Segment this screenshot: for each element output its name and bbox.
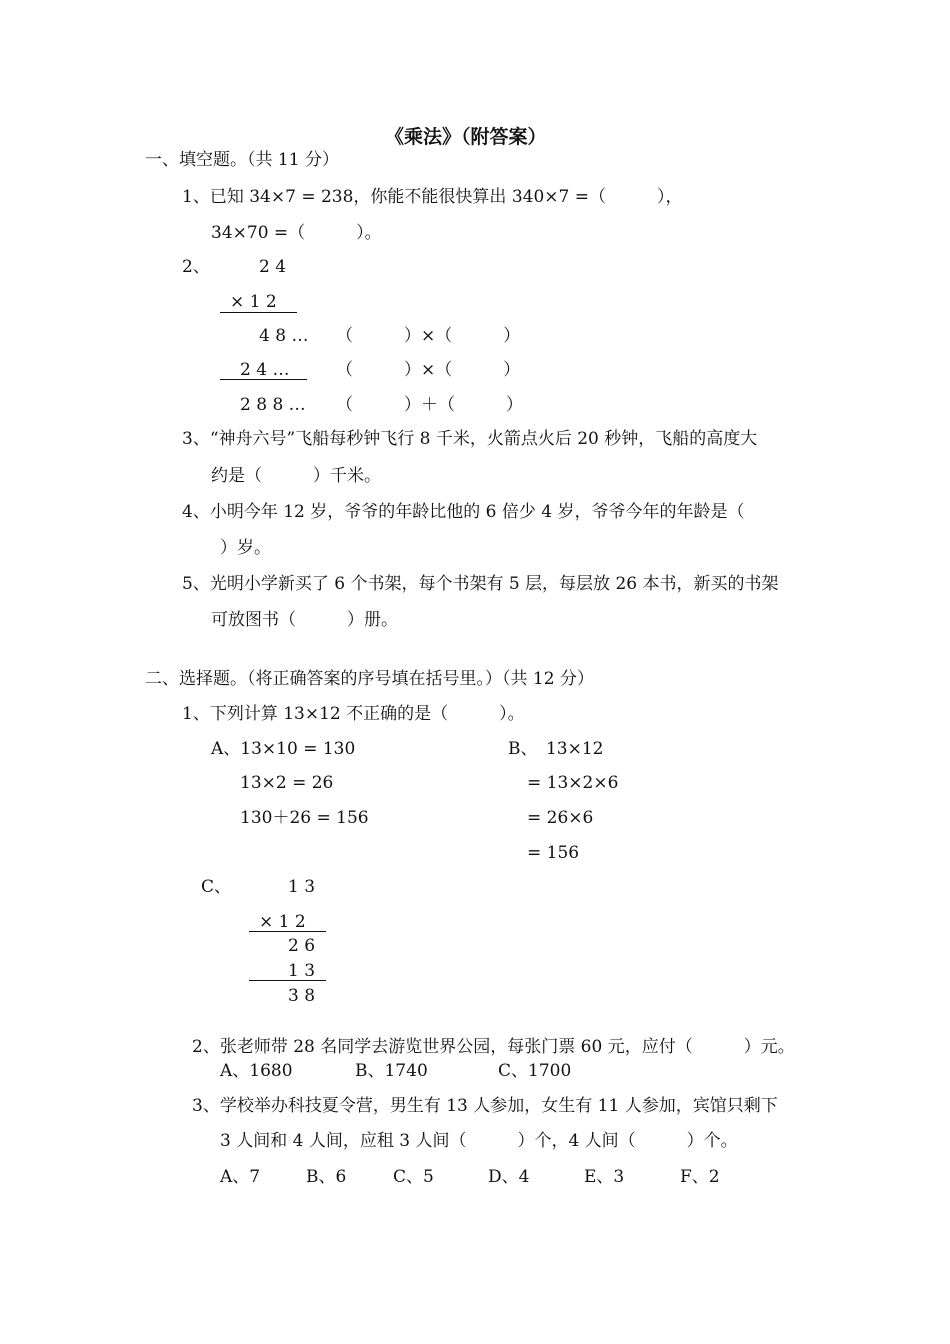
page-title: 《乘法》（附答案） [385,126,547,148]
s2-q1-optionA-line1: A、13×10 = 130 [211,739,356,759]
s1-q2-partial2-blank: （ ）×（ ） [336,360,521,380]
s1-q1-line2: 34×70 =（ ）。 [211,223,382,243]
s1-q2-partial1: 4 8 … [259,326,309,346]
s2-q2-option-c: C、1700 [498,1061,572,1081]
s2-q1-optionA-line3: 130＋26 = 156 [240,808,369,828]
s1-q2-rule2 [220,379,307,380]
s2-q1-optionB-line2: = 13×2×6 [527,773,619,793]
s2-q1-optionC-rule2 [249,980,326,981]
s1-q4-line2: ）岁。 [220,538,271,558]
s1-q5-line2: 可放图书（ ）册。 [211,610,398,630]
s1-q2-result: 2 8 8 … [240,395,306,415]
s2-q1-optionC-multiplicand: 1 3 [288,877,316,897]
s2-q2-option-b: B、1740 [355,1061,428,1081]
s2-q1-optionC-result: 3 8 [288,986,316,1006]
s2-q3-option-f: F、2 [680,1167,720,1187]
s1-q2-partial1-blank: （ ）×（ ） [336,326,521,346]
s2-q1-optionC-label: C、 [201,877,232,897]
s1-q5-line1: 5、光明小学新买了 6 个书架，每个书架有 5 层，每层放 26 本书，新买的书架 [182,574,779,594]
section2-heading: 二、选择题。（将正确答案的序号填在括号里。）（共 12 分） [145,669,594,689]
s1-q2-label: 2、 [182,257,210,277]
s2-q1-optionB-line1: B、 13×12 [508,739,604,759]
s2-q1-optionC-partial1: 2 6 [288,936,316,956]
s1-q3-line2: 约是（ ）千米。 [211,466,381,486]
s2-q3-option-c: C、5 [393,1167,434,1187]
s1-q2-multiplier: × 1 2 [230,292,277,312]
section1-heading: 一、填空题。（共 11 分） [145,150,339,170]
s2-q2-stem: 2、张老师带 28 名同学去游览世界公园，每张门票 60 元，应付（ ）元。 [192,1037,795,1057]
s1-q2-rule1 [220,312,297,313]
s2-q3-line2: 3 人间和 4 人间，应租 3 人间（ ）个，4 人间（ ）个。 [220,1131,738,1151]
s2-q1-optionC-partial2: 1 3 [288,961,316,981]
s1-q3-line1: 3、“神舟六号”飞船每秒钟飞行 8 千米，火箭点火后 20 秒钟，飞船的高度大 [182,429,758,449]
s1-q1-line1: 1、已知 34×7 = 238，你能不能很快算出 340×7 =（ ）， [182,187,683,207]
s2-q1-optionC-multiplier: × 1 2 [259,912,306,932]
s2-q1-optionA-line2: 13×2 = 26 [240,773,334,793]
s2-q3-option-e: E、3 [584,1167,625,1187]
s1-q4-line1: 4、小明今年 12 岁，爷爷的年龄比他的 6 倍少 4 岁，爷爷今年的年龄是（ [182,502,745,522]
s2-q3-option-a: A、7 [220,1167,261,1187]
s2-q2-option-a: A、1680 [220,1061,293,1081]
s1-q2-partial2: 2 4 … [240,360,290,380]
s2-q1-optionB-line3: = 26×6 [527,808,594,828]
s2-q1-optionB-line4: = 156 [527,843,580,863]
s2-q3-line1: 3、学校举办科技夏令营，男生有 13 人参加，女生有 11 人参加，宾馆只剩下 [192,1096,778,1116]
s2-q1-optionC-rule1 [249,931,326,932]
s1-q2-multiplicand: 2 4 [259,257,287,277]
s2-q3-option-b: B、6 [306,1167,347,1187]
s2-q1-stem: 1、下列计算 13×12 不正确的是（ ）。 [182,704,525,724]
s2-q3-option-d: D、4 [488,1167,530,1187]
s1-q2-result-blank: （ ）＋（ ） [336,395,523,415]
